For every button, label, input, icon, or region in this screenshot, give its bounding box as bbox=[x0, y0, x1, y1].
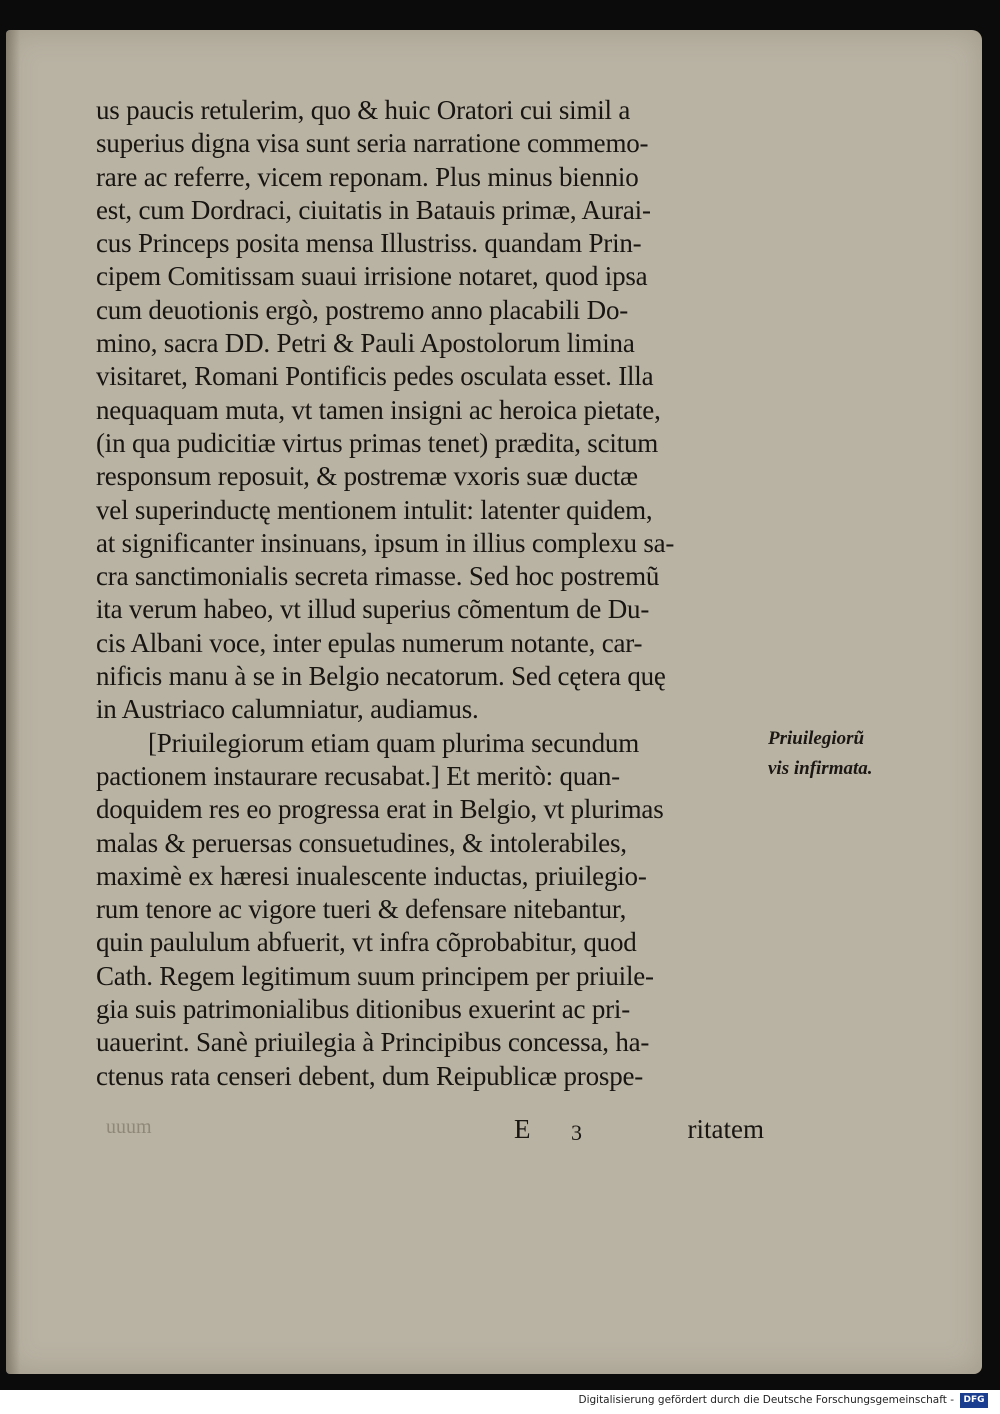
page-footer-line bbox=[96, 1114, 796, 1148]
page-spine-shadow bbox=[6, 30, 20, 1374]
text-line: nequaquam muta, vt tamen insigni ac heroica pietate, bbox=[96, 394, 661, 425]
text-line: nificis manu à se in Belgio necatorum. Sed cętera quę bbox=[96, 661, 666, 692]
text-line: doquidem res eo progressa erat in Belgio, vt plurimas bbox=[96, 794, 664, 825]
book-page bbox=[6, 30, 982, 1374]
text-line: visitaret, Romani Pontificis pedes osculata esset. Illa bbox=[96, 361, 654, 392]
dfg-logo-icon: DFG bbox=[960, 1393, 988, 1408]
funding-credit: Digitalisierung gefördert durch die Deutsche Forschungsgemeinschaft - bbox=[578, 1394, 954, 1406]
text-line: gia suis patrimonialibus ditionibus exuerint ac pri- bbox=[96, 994, 631, 1025]
text-line: Cath. Regem legitimum suum principem per priuile- bbox=[96, 960, 654, 991]
text-line: quin paululum abfuerit, vt infra cõprobabitur, quod bbox=[96, 927, 637, 958]
text-line: rare ac referre, vicem reponam. Plus minus biennio bbox=[96, 161, 639, 192]
text-line: mino, sacra DD. Petri & Pauli Apostolorum limina bbox=[96, 328, 635, 359]
signature-letter: E bbox=[514, 1114, 531, 1144]
text-line: malas & peruersas consuetudines, & intolerabiles, bbox=[96, 827, 627, 858]
text-line: rum tenore ac vigore tueri & defensare nitebantur, bbox=[96, 894, 627, 925]
text-line: cum deuotionis ergò, postremo anno placabili Do- bbox=[96, 294, 629, 325]
text-line: cus Princeps posita mensa Illustriss. quandam Prin- bbox=[96, 228, 642, 259]
text-line: cipem Comitissam suaui irrisione notaret, quod ipsa bbox=[96, 261, 648, 292]
text-line: [Priuilegiorum etiam quam plurima secundum bbox=[148, 727, 639, 758]
text-line: uauerint. Sanè priuilegia à Principibus concessa, ha- bbox=[96, 1027, 650, 1058]
text-line: ctenus rata censeri debent, dum Reipublicæ prospe- bbox=[96, 1060, 644, 1091]
body-text bbox=[96, 94, 796, 1093]
text-line: responsum reposuit, & postremæ vxoris suæ ductæ bbox=[96, 461, 638, 492]
text-line: ita verum habeo, vt illud superius cõmentum de Du- bbox=[96, 594, 650, 625]
text-line: in Austriaco calumniatur, audiamus. bbox=[96, 694, 479, 725]
text-line: maximè ex hæresi inualescente inductas, priuilegio- bbox=[96, 860, 647, 891]
text-line: vel superinductę mentionem intulit: latenter quidem, bbox=[96, 494, 653, 525]
text-line: cis Albani voce, inter epulas numerum notante, car- bbox=[96, 627, 643, 658]
text-line: cra sanctimonialis secreta rimasse. Sed hoc postremũ bbox=[96, 561, 660, 592]
show-through-text: uuum bbox=[106, 1116, 152, 1138]
text-line: (in qua pudicitiæ virtus primas tenet) prædita, scitum bbox=[96, 427, 659, 458]
text-line: at significanter insinuans, ipsum in illius complexu sa- bbox=[96, 527, 675, 558]
signature-number: 3 bbox=[571, 1120, 582, 1145]
marginal-note bbox=[768, 724, 978, 784]
credit-bar bbox=[0, 1390, 1000, 1414]
text-line: us paucis retulerim, quo & huic Oratori cui simil a bbox=[96, 95, 631, 125]
marginal-note-line: Priuilegiorũ bbox=[768, 728, 865, 749]
marginal-note-line: vis infirmata. bbox=[768, 758, 873, 779]
text-line: pactionem instaurare recusabat.] Et meritò: quan- bbox=[96, 760, 620, 791]
text-line: superius digna visa sunt seria narratione commemo- bbox=[96, 128, 649, 159]
text-line: est, cum Dordraci, ciuitatis in Batauis primæ, Aurai- bbox=[96, 194, 651, 225]
catchword: ritatem bbox=[687, 1114, 764, 1144]
